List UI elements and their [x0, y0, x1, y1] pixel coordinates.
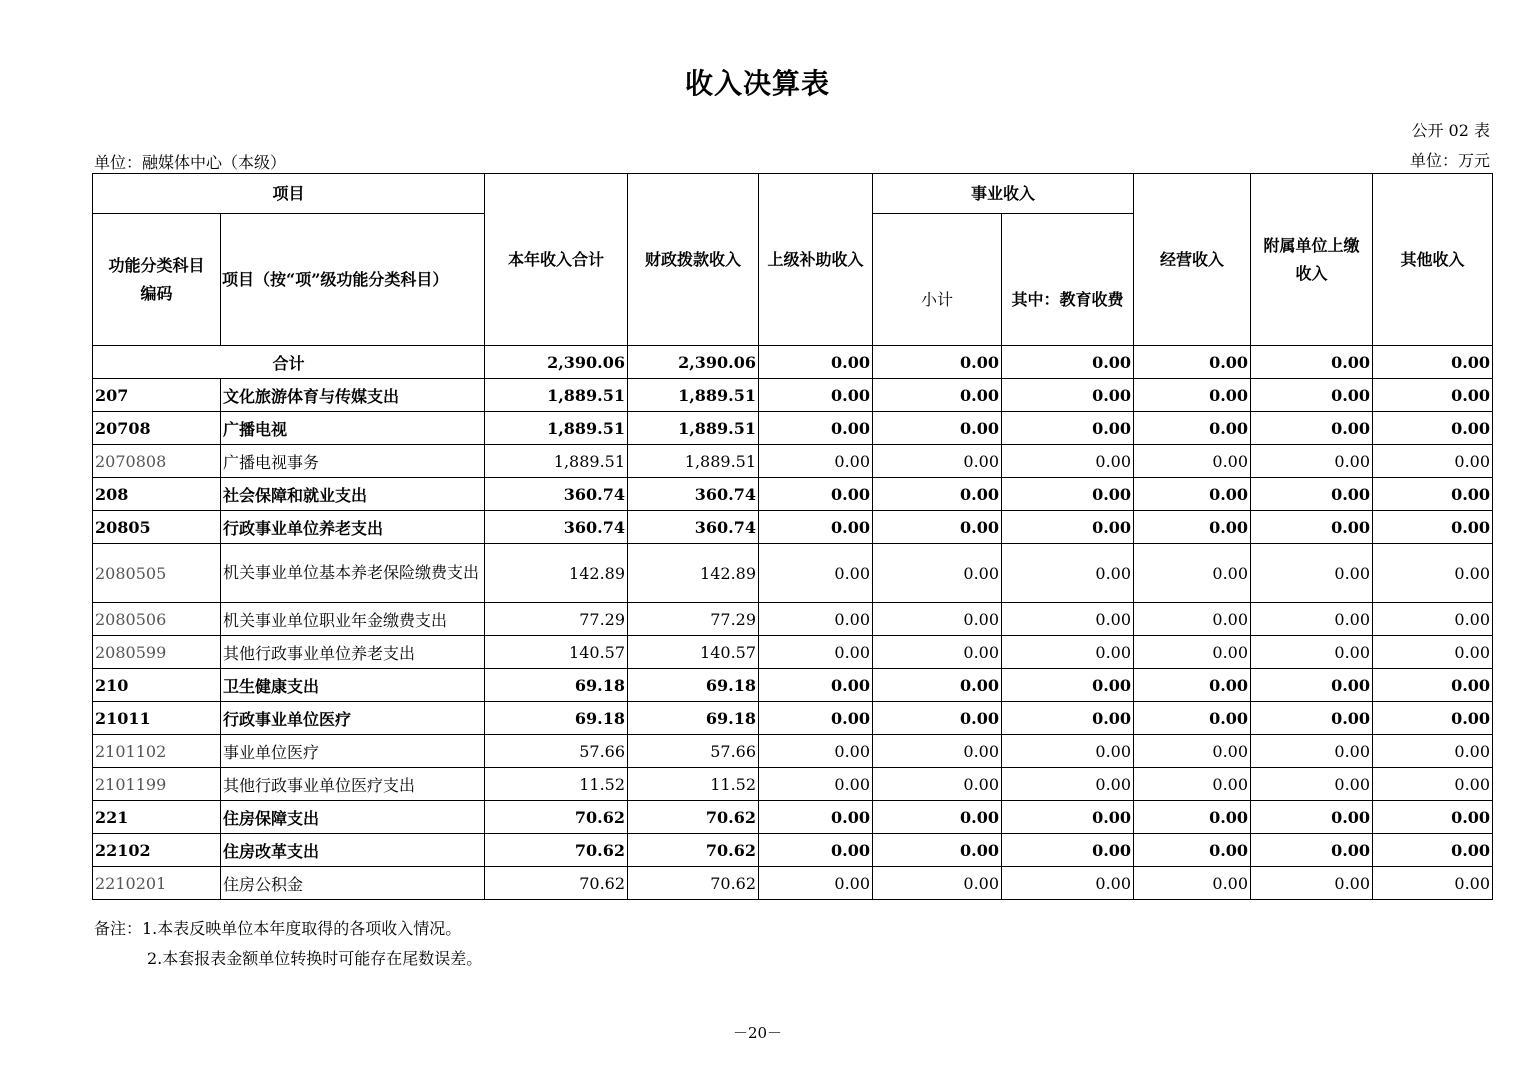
unit-currency: 单位：万元: [1409, 151, 1490, 170]
row-value: 0.00: [1002, 445, 1134, 478]
page-title: 收入决算表: [684, 67, 830, 100]
row-value: 69.18: [628, 669, 759, 702]
row-value: 360.74: [485, 511, 628, 544]
row-value: 0.00: [1373, 603, 1493, 636]
row-value: 69.18: [485, 702, 628, 735]
row-value: 0.00: [873, 636, 1002, 669]
table-row: [93, 735, 1493, 768]
row-value: 0.00: [873, 511, 1002, 544]
table-row: [93, 768, 1493, 801]
row-value: 0.00: [1134, 834, 1251, 867]
row-code: 2080505: [93, 544, 221, 603]
total-row: [93, 346, 1493, 379]
income-table: [92, 173, 1493, 900]
header-fiscal: 财政拨款收入: [628, 174, 759, 346]
row-value: 0.00: [759, 511, 873, 544]
row-value: 1,889.51: [485, 412, 628, 445]
row-value: 1,889.51: [628, 445, 759, 478]
table-row: [93, 603, 1493, 636]
row-value: 0.00: [1251, 412, 1373, 445]
row-code: 21011: [93, 702, 221, 735]
header-affiliated: 附属单位上缴收入: [1251, 174, 1373, 346]
total-label: 合计: [93, 346, 485, 379]
row-value: 70.62: [628, 867, 759, 900]
row-value: 0.00: [1134, 603, 1251, 636]
row-value: 0.00: [759, 834, 873, 867]
header-func-code: 功能分类科目编码: [93, 214, 221, 346]
row-value: 0.00: [1134, 412, 1251, 445]
row-code: 2101102: [93, 735, 221, 768]
row-value: 0.00: [873, 379, 1002, 412]
row-value: 0.00: [759, 801, 873, 834]
row-value: 0.00: [759, 735, 873, 768]
row-value: 69.18: [485, 669, 628, 702]
row-value: 0.00: [1251, 669, 1373, 702]
row-name: 文化旅游体育与传媒支出: [221, 379, 485, 412]
row-value: 0.00: [1134, 511, 1251, 544]
total-cell: 0.00: [1373, 346, 1493, 379]
row-value: 360.74: [628, 478, 759, 511]
row-name: 机关事业单位基本养老保险缴费支出: [221, 544, 485, 603]
header-total-income: 本年收入合计: [485, 174, 628, 346]
table-row: [93, 834, 1493, 867]
total-cell: 0.00: [1251, 346, 1373, 379]
row-value: 0.00: [1251, 735, 1373, 768]
row-value: 0.00: [1134, 445, 1251, 478]
row-code: 20708: [93, 412, 221, 445]
row-value: 0.00: [1251, 544, 1373, 603]
row-value: 142.89: [628, 544, 759, 603]
table-row: [93, 544, 1493, 603]
row-value: 0.00: [1002, 544, 1134, 603]
row-code: 22102: [93, 834, 221, 867]
total-cell: 0.00: [873, 346, 1002, 379]
note-1: 备注：1.本表反映单位本年度取得的各项收入情况。: [94, 919, 462, 938]
row-value: 0.00: [1002, 511, 1134, 544]
row-value: 0.00: [759, 867, 873, 900]
header-project-name: 项目（按“项”级功能分类科目）: [221, 214, 485, 346]
row-value: 0.00: [1002, 603, 1134, 636]
row-value: 0.00: [1002, 478, 1134, 511]
row-value: 0.00: [1251, 834, 1373, 867]
table-row: [93, 511, 1493, 544]
notes: [94, 914, 482, 974]
row-value: 0.00: [1251, 511, 1373, 544]
row-value: 0.00: [1373, 834, 1493, 867]
row-name: 广播电视: [221, 412, 485, 445]
table-row: [93, 702, 1493, 735]
row-value: 140.57: [485, 636, 628, 669]
row-value: 0.00: [1251, 636, 1373, 669]
form-number: 公开 02 表: [1411, 121, 1490, 140]
row-value: 0.00: [1002, 636, 1134, 669]
row-value: 0.00: [873, 735, 1002, 768]
row-value: 0.00: [1251, 702, 1373, 735]
row-value: 0.00: [873, 478, 1002, 511]
table-row: [93, 478, 1493, 511]
row-value: 0.00: [1251, 478, 1373, 511]
row-value: 69.18: [628, 702, 759, 735]
row-value: 0.00: [1134, 801, 1251, 834]
row-value: 0.00: [759, 768, 873, 801]
row-value: 0.00: [1134, 702, 1251, 735]
row-value: 0.00: [1373, 768, 1493, 801]
row-value: 0.00: [1002, 702, 1134, 735]
row-value: 70.62: [485, 867, 628, 900]
header-superior-subsidy: 上级补助收入: [759, 174, 873, 346]
header-other-income: 其他收入: [1373, 174, 1493, 346]
row-value: 0.00: [759, 702, 873, 735]
row-value: 0.00: [1002, 412, 1134, 445]
row-name: 卫生健康支出: [221, 669, 485, 702]
row-name: 机关事业单位职业年金缴费支出: [221, 603, 485, 636]
row-value: 360.74: [485, 478, 628, 511]
row-value: 142.89: [485, 544, 628, 603]
row-value: 0.00: [1134, 669, 1251, 702]
row-value: 1,889.51: [628, 412, 759, 445]
row-value: 0.00: [1373, 511, 1493, 544]
row-value: 0.00: [873, 445, 1002, 478]
table-row: [93, 669, 1493, 702]
row-value: 0.00: [759, 379, 873, 412]
row-value: 0.00: [759, 636, 873, 669]
row-name: 行政事业单位医疗: [221, 702, 485, 735]
row-value: 0.00: [1251, 445, 1373, 478]
row-value: 0.00: [873, 544, 1002, 603]
row-value: 0.00: [1134, 544, 1251, 603]
row-value: 0.00: [1134, 379, 1251, 412]
row-value: 0.00: [1373, 702, 1493, 735]
row-name: 其他行政事业单位医疗支出: [221, 768, 485, 801]
row-code: 2101199: [93, 768, 221, 801]
row-name: 住房保障支出: [221, 801, 485, 834]
row-value: 57.66: [485, 735, 628, 768]
row-name: 社会保障和就业支出: [221, 478, 485, 511]
row-value: 0.00: [1002, 379, 1134, 412]
row-value: 0.00: [1373, 636, 1493, 669]
row-value: 1,889.51: [485, 445, 628, 478]
row-value: 0.00: [759, 544, 873, 603]
row-value: 0.00: [1002, 834, 1134, 867]
row-value: 0.00: [1002, 669, 1134, 702]
row-value: 0.00: [1251, 768, 1373, 801]
total-cell: 2,390.06: [485, 346, 628, 379]
row-value: 0.00: [873, 834, 1002, 867]
row-value: 0.00: [1373, 669, 1493, 702]
row-code: 2080506: [93, 603, 221, 636]
row-name: 其他行政事业单位养老支出: [221, 636, 485, 669]
total-cell: 0.00: [759, 346, 873, 379]
row-value: 70.62: [485, 801, 628, 834]
row-name: 行政事业单位养老支出: [221, 511, 485, 544]
row-value: 0.00: [1373, 801, 1493, 834]
row-value: 0.00: [1134, 478, 1251, 511]
row-code: 20805: [93, 511, 221, 544]
row-value: 0.00: [873, 669, 1002, 702]
row-value: 1,889.51: [485, 379, 628, 412]
header-subtotal: 小计: [873, 214, 1002, 346]
total-cell: 0.00: [1002, 346, 1134, 379]
row-value: 0.00: [873, 867, 1002, 900]
row-value: 11.52: [628, 768, 759, 801]
row-value: 0.00: [759, 603, 873, 636]
row-value: 0.00: [1373, 735, 1493, 768]
row-value: 70.62: [485, 834, 628, 867]
row-code: 2070808: [93, 445, 221, 478]
row-value: 0.00: [1373, 478, 1493, 511]
row-code: 208: [93, 478, 221, 511]
row-value: 0.00: [873, 801, 1002, 834]
note-2: 2.本套报表金额单位转换时可能存在尾数误差。: [147, 949, 483, 968]
table-row: [93, 412, 1493, 445]
row-value: 0.00: [1002, 867, 1134, 900]
row-value: 0.00: [1134, 735, 1251, 768]
row-value: 77.29: [485, 603, 628, 636]
row-name: 住房公积金: [221, 867, 485, 900]
row-value: 0.00: [1134, 768, 1251, 801]
row-value: 0.00: [1134, 636, 1251, 669]
row-value: 0.00: [1002, 801, 1134, 834]
row-value: 0.00: [1251, 801, 1373, 834]
row-value: 0.00: [759, 445, 873, 478]
row-code: 207: [93, 379, 221, 412]
row-name: 事业单位医疗: [221, 735, 485, 768]
row-value: 0.00: [759, 478, 873, 511]
row-value: 11.52: [485, 768, 628, 801]
row-value: 77.29: [628, 603, 759, 636]
row-value: 0.00: [1373, 867, 1493, 900]
header-business-income: 事业收入: [873, 174, 1134, 214]
row-value: 70.62: [628, 834, 759, 867]
row-code: 2210201: [93, 867, 221, 900]
total-cell: 2,390.06: [628, 346, 759, 379]
row-value: 0.00: [1251, 603, 1373, 636]
header-education-fee: 其中：教育收费: [1002, 214, 1134, 346]
total-cell: 0.00: [1134, 346, 1251, 379]
row-code: 221: [93, 801, 221, 834]
table-row: [93, 636, 1493, 669]
unit-organization: 单位：融媒体中心（本级）: [94, 153, 287, 172]
row-value: 0.00: [873, 768, 1002, 801]
row-value: 0.00: [1373, 412, 1493, 445]
row-value: 360.74: [628, 511, 759, 544]
row-value: 57.66: [628, 735, 759, 768]
row-value: 1,889.51: [628, 379, 759, 412]
row-value: 0.00: [759, 669, 873, 702]
table-row: [93, 379, 1493, 412]
row-value: 140.57: [628, 636, 759, 669]
row-value: 0.00: [1251, 867, 1373, 900]
row-value: 70.62: [628, 801, 759, 834]
row-name: 住房改革支出: [221, 834, 485, 867]
row-value: 0.00: [873, 702, 1002, 735]
row-value: 0.00: [759, 412, 873, 445]
row-value: 0.00: [873, 603, 1002, 636]
row-value: 0.00: [873, 412, 1002, 445]
header-operating-income: 经营收入: [1134, 174, 1251, 346]
page-number: －20－: [732, 1024, 783, 1042]
table-row: [93, 867, 1493, 900]
header-project: 项目: [93, 174, 485, 214]
row-value: 0.00: [1002, 768, 1134, 801]
row-value: 0.00: [1373, 379, 1493, 412]
row-value: 0.00: [1373, 544, 1493, 603]
row-name: 广播电视事务: [221, 445, 485, 478]
row-value: 0.00: [1251, 379, 1373, 412]
row-value: 0.00: [1002, 735, 1134, 768]
row-value: 0.00: [1134, 867, 1251, 900]
table-row: [93, 801, 1493, 834]
row-value: 0.00: [1373, 445, 1493, 478]
table-row: [93, 445, 1493, 478]
row-code: 210: [93, 669, 221, 702]
row-code: 2080599: [93, 636, 221, 669]
